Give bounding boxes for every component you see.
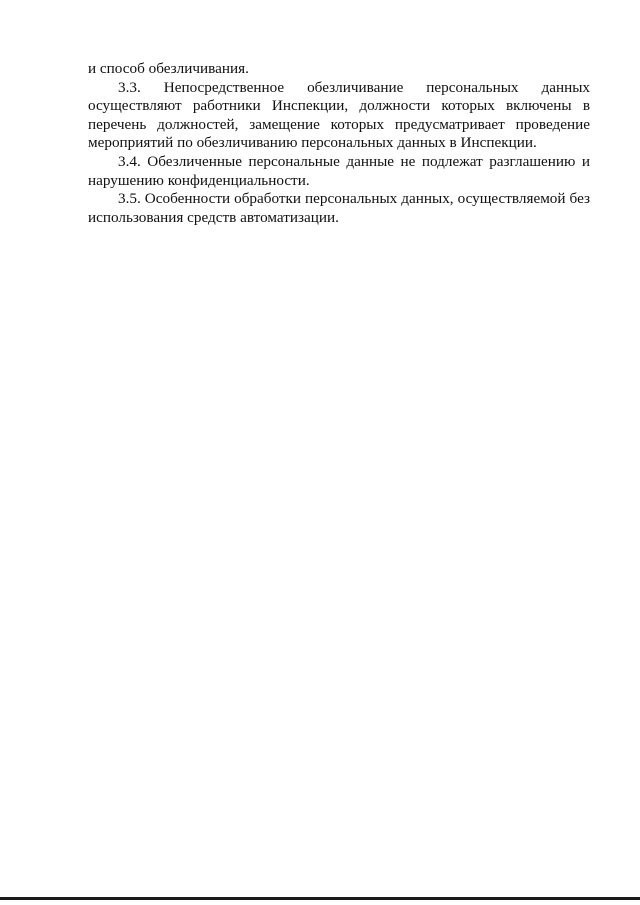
paragraph-3-5: 3.5. Особенности обработки персональных данных, осуществляемой без использования средств автоматизации. (88, 190, 590, 226)
scan-bottom-edge (0, 897, 640, 900)
paragraph-continuation: и способ обезличивания. (88, 60, 249, 77)
document-body (88, 60, 590, 227)
paragraph-3-3: 3.3. Непосредственное обезличивание персональных данных осуществляют работники Инспекции, должности которых включены в перечень должностей, замещение которых предусматривает проведение мероприятий по обезличиванию персональных данных в Инспекции. (88, 78, 590, 152)
paragraph-3-4: 3.4. Обезличенные персональные данные не подлежат разглашению и нарушению конфиденциальности. (88, 152, 590, 189)
